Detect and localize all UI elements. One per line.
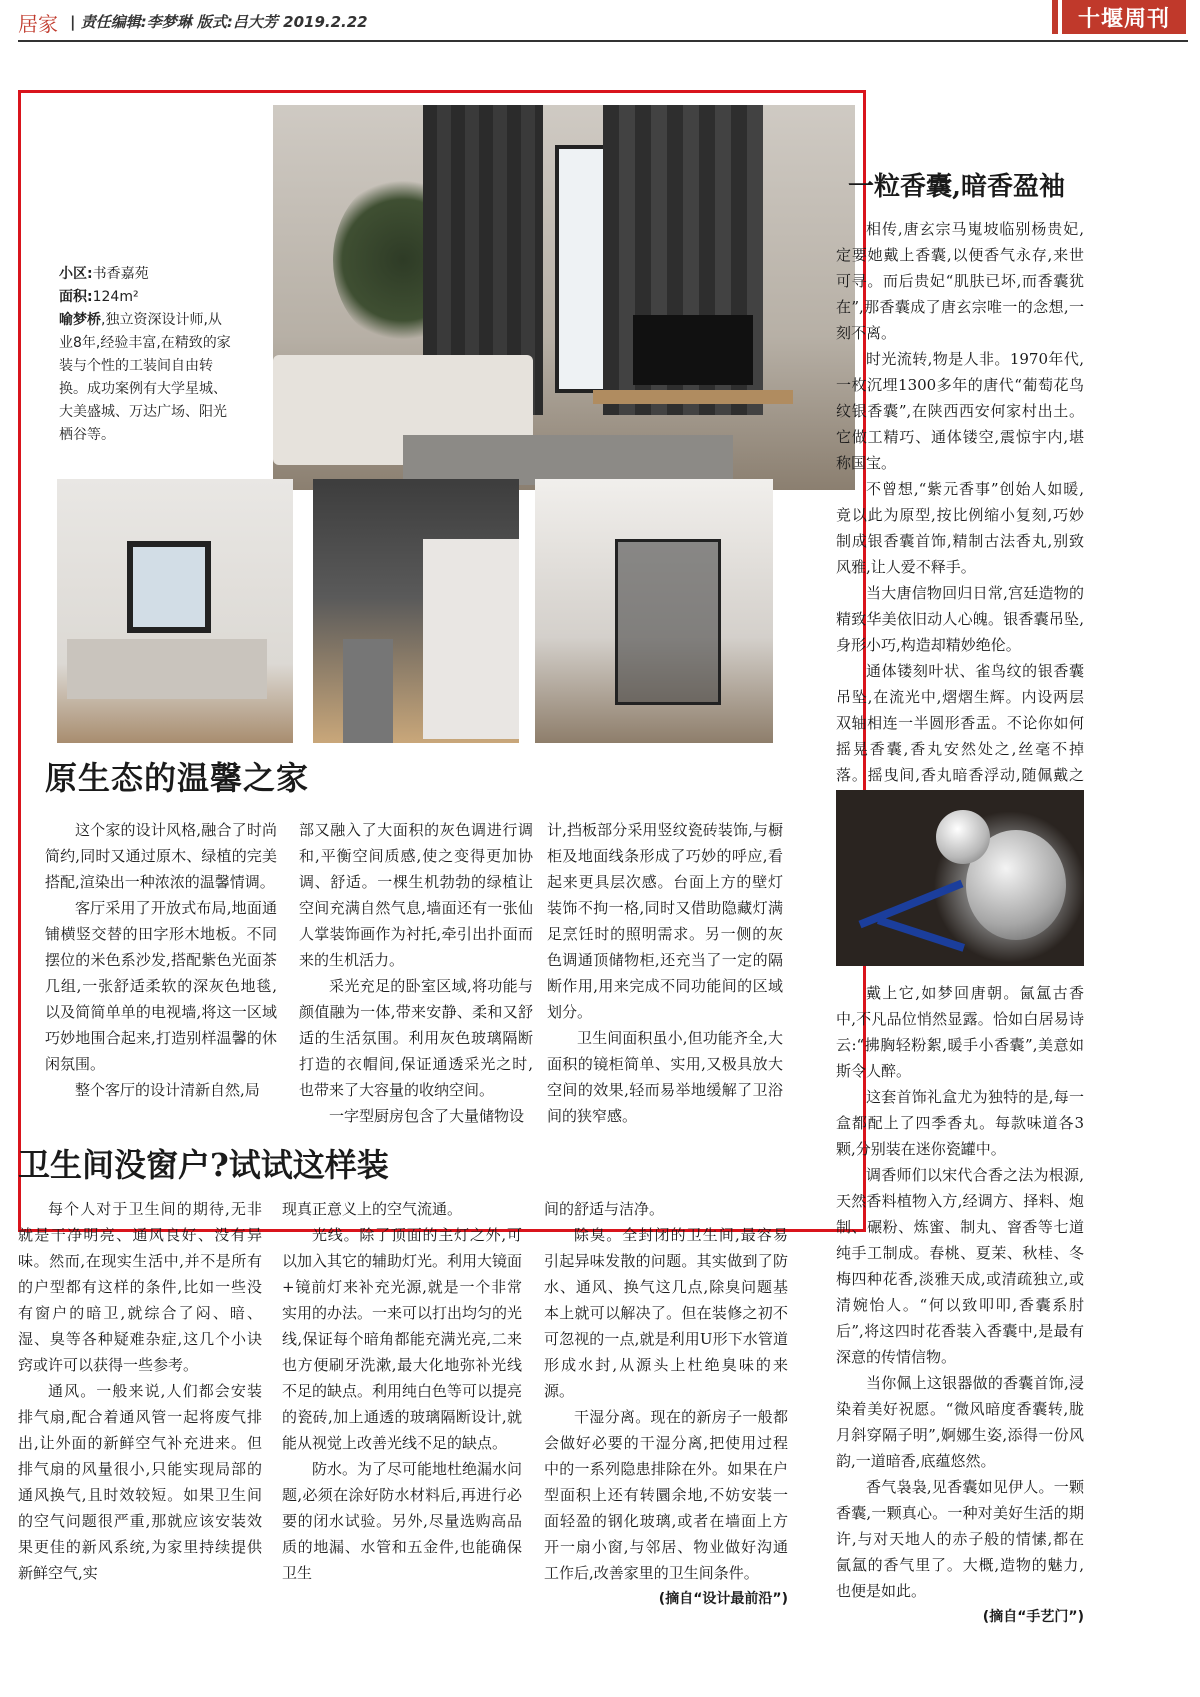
paragraph: 时光流转,物是人非。1970年代,一枚沉埋1300多年的唐代“葡萄花鸟纹银香囊”,在陕西西安何家村出土。它做工精巧、通体镂空,震惊宇内,堪称国宝。 (836, 350, 1084, 472)
header-rule (18, 40, 1188, 42)
paragraph: 通体镂刻叶状、雀鸟纹的银香囊吊坠,在流光中,熠熠生辉。内设两层双轴相连一半圆形香盂。不论你如何摇晃香囊,香丸安然处之,丝毫不掉落。摇曳间,香丸暗香浮动,随佩戴之 (836, 662, 1084, 784)
tv-table-shape (593, 390, 793, 404)
paragraph: 一字型厨房包含了大量储物设 (329, 1107, 525, 1125)
section-label: 居家 (18, 12, 58, 36)
bathroom-column-3 (544, 1196, 788, 1612)
bedroom-window-shape (127, 541, 211, 633)
paragraph: 这套首饰礼盒尤为独特的是,每一盒都配上了四季香丸。每款味道各3颗,分别装在迷你瓷罐中。 (836, 1088, 1084, 1158)
silver-sachet-photo (836, 790, 1084, 966)
source-credit: (摘自“手艺门”) (982, 1609, 1084, 1625)
paragraph: 采光充足的卧室区域,将功能与颜值融为一体,带来安静、柔和又舒适的生活氛围。利用灰色玻璃隔断打造的衣帽间,保证通透采光之时,也带来了大容量的收纳空间。 (299, 977, 533, 1099)
designer-bio: ,独立资深设计师,从业8年,经验丰富,在精致的家装与个性的工装间自由转换。成功案例有大学星城、大美盛城、万达广场、阳光栖谷等。 (59, 312, 231, 443)
feature-column-1 (45, 817, 277, 1103)
bedroom-photo (57, 479, 293, 743)
bathroom-column-1 (18, 1196, 262, 1586)
paragraph: 整个客厅的设计清新自然,局 (75, 1081, 260, 1099)
rug-shape (403, 435, 733, 485)
bed-shape (67, 639, 267, 699)
source-credit: (摘自“设计最前沿”) (658, 1591, 788, 1607)
paragraph: 当你佩上这银器做的香囊首饰,浸染着美好祝愿。“微风暗度香囊转,胧月斜穿隔子明”,婀娜生姿,添得一份风韵,一道暗香,底蕴悠然。 (836, 1374, 1084, 1470)
masthead-accent-bar (1052, 0, 1058, 34)
masthead-logo: 十堰周刊 (1062, 0, 1186, 34)
kitchen-photo (313, 479, 519, 743)
paragraph: 防水。为了尽可能地杜绝漏水问题,必须在涂好防水材料后,再进行必要的闭水试验。另外,尽量选购高品质的地漏、水管和五金件,也能确保卫生 (282, 1460, 523, 1582)
kitchen-rug-shape (343, 639, 393, 743)
bathroom-article-title: 卫生间没窗户?试试这样装 (18, 1146, 389, 1184)
tv-shape (633, 315, 753, 385)
feature-title: 原生态的温馨之家 (45, 759, 310, 797)
tassel-shape (859, 880, 964, 929)
paragraph: 每个人对于卫生间的期待,无非就是干净明亮、通风良好、没有异味。然而,在现实生活中,并不是所有的户型都有这样的条件,比如一些没有窗户的暗卫,就综合了闷、暗、湿、臭等各种疑难杂症,这几个小诀窍或许可以获得一些参考。 (18, 1200, 262, 1374)
paragraph: 现真正意义上的空气流通。 (282, 1200, 463, 1218)
counter-shape (423, 539, 519, 739)
paragraph: 客厅采用了开放式布局,地面通铺横竖交替的田字形木地板。不同摆位的米色系沙发,搭配紫色光面茶几组,一张舒适柔软的深灰色地毯,以及简简单单的电视墙,将这一区域巧妙地围合起来,打造别样温馨的休闲氛围。 (45, 899, 277, 1073)
sachet-article-title: 一粒香囊,暗香盈袖 (848, 172, 1066, 202)
paragraph: 通风。一般来说,人们都会安装排气扇,配合着通风管一起将废气排出,让外面的新鲜空气补充进来。但排气扇的风量很小,只能实现局部的通风换气,且时效较短。如果卫生间的空气问题很严重,那就应该安装效果更佳的新风系统,为家里持续提供新鲜空气,实 (18, 1382, 262, 1582)
feature-article-box (18, 90, 866, 1232)
paragraph: 除臭。全封闭的卫生间,最容易引起异味发散的问题。其实做到了防水、通风、换气这几点,除臭问题基本上就可以解决了。但在装修之初不可忽视的一点,就是利用U形下水管道形成水封,从源头上杜绝臭味的来源。 (544, 1226, 788, 1400)
paragraph: 当大唐信物回归日常,宫廷造物的精致华美依旧动人心魄。银香囊吊坠,身形小巧,构造却精妙绝伦。 (836, 584, 1084, 654)
sachet-column-1 (836, 216, 1084, 814)
paragraph: 光线。除了顶面的主灯之外,可以加入其它的辅助灯光。利用大镜面+镜前灯来补充光源,就是一个非常实用的办法。一来可以打出均匀的光线,保证每个暗角都能充满光亮,二来也方便刷牙洗漱,最大化地弥补光线不足的缺点。利用纯白色等可以提亮的瓷砖,加上通透的玻璃隔断设计,就能从视觉上改善光线不足的缺点。 (282, 1226, 523, 1452)
paragraph: 干湿分离。现在的新房子一般都会做好必要的干湿分离,把使用过程中的一系列隐患排除在外。如果在户型面积上还有转圜余地,不妨安装一面轻盈的钢化玻璃,或者在墙面上方开一扇小窗,与邻居、物业做好沟通工作后,改善家里的卫生间条件。 (544, 1408, 788, 1582)
feature-column-2 (299, 817, 533, 1129)
editor-credit: | 责任编辑:李梦琳 版式:吕大芳 2019.2.22 (70, 13, 368, 31)
designer-name: 喻梦桥 (59, 312, 101, 328)
paragraph: 戴上它,如梦回唐朝。氤氲古香中,不凡品位悄然显露。恰如白居易诗云:“拂胸轻粉絮,暖手小香囊”,美意如斯令人醉。 (836, 984, 1084, 1080)
paragraph: 相传,唐玄宗马嵬坡临别杨贵妃,定要她戴上香囊,以便香气永存,来世可寻。而后贵妃“肌肤已坏,而香囊犹在”,那香囊成了唐玄宗唯一的念想,一刻不离。 (836, 220, 1084, 342)
sachet-column-2 (836, 980, 1084, 1630)
bathroom-column-2 (282, 1196, 522, 1586)
paragraph: 调香师们以宋代合香之法为根源,天然香料植物入方,经调方、择料、炮制、碾粉、炼蜜、制丸、窨香等七道纯手工制成。春桃、夏茉、秋桂、冬梅四种花香,淡雅天成,或清疏独立,或清婉怡人。“何以致叩叩,香囊系肘后”,将这四时花香装入香囊中,是最有深意的传情信物。 (836, 1166, 1084, 1366)
area-info (59, 286, 139, 309)
paragraph: 不曾想,“紫元香事”创始人如暖,竟以此为原型,按比例缩小复刻,巧妙制成银香囊首饰,精制古法香丸,别致风雅,让人爱不释手。 (836, 480, 1084, 576)
area-label: 面积: (59, 289, 93, 305)
feature-column-3 (547, 817, 783, 1129)
paragraph: 计,挡板部分采用竖纹瓷砖装饰,与橱柜及地面线条形成了巧妙的呼应,看起来更具层次感。台面上方的壁灯装饰不拘一格,同时又借助隐藏灯满足烹饪时的照明需求。另一侧的灰色调通顶储物柜,还充当了一定的隔断作用,用来完成不同功能间的区域划分。 (547, 821, 783, 1021)
designer-info (59, 309, 231, 447)
paragraph: 卫生间面积虽小,但功能齐全,大面积的镜柜简单、实用,又极具放大空间的效果,轻而易举地缓解了卫浴间的狭窄感。 (547, 1029, 783, 1125)
area-value: 124m² (92, 289, 139, 305)
paragraph: 部又融入了大面积的灰色调进行调和,平衡空间质感,使之变得更加协调、舒适。一棵生机勃勃的绿植让空间充满自然气息,墙面还有一张仙人掌装饰画作为衬托,牵引出扑面而来的生机活力。 (299, 821, 533, 969)
community-value: 书香嘉苑 (92, 266, 149, 282)
sachet-ball-shape (936, 810, 990, 864)
glass-partition-shape (615, 539, 721, 705)
living-room-photo (273, 105, 855, 490)
paragraph: 间的舒适与洁净。 (544, 1200, 665, 1218)
paragraph: 这个家的设计风格,融合了时尚简约,同时又通过原木、绿植的完美搭配,渲染出一种浓浓的温馨情调。 (45, 821, 277, 891)
page-header (0, 0, 1200, 44)
community-label: 小区: (59, 266, 93, 282)
tassel-shape (877, 916, 965, 951)
community-info (59, 263, 149, 286)
wardrobe-photo (535, 479, 773, 743)
paragraph: 香气袅袅,见香囊如见伊人。一颗香囊,一颗真心。一种对美好生活的期许,与对天地人的赤子般的情愫,都在氤氲的香气里了。大概,造物的魅力,也便是如此。 (836, 1478, 1084, 1600)
